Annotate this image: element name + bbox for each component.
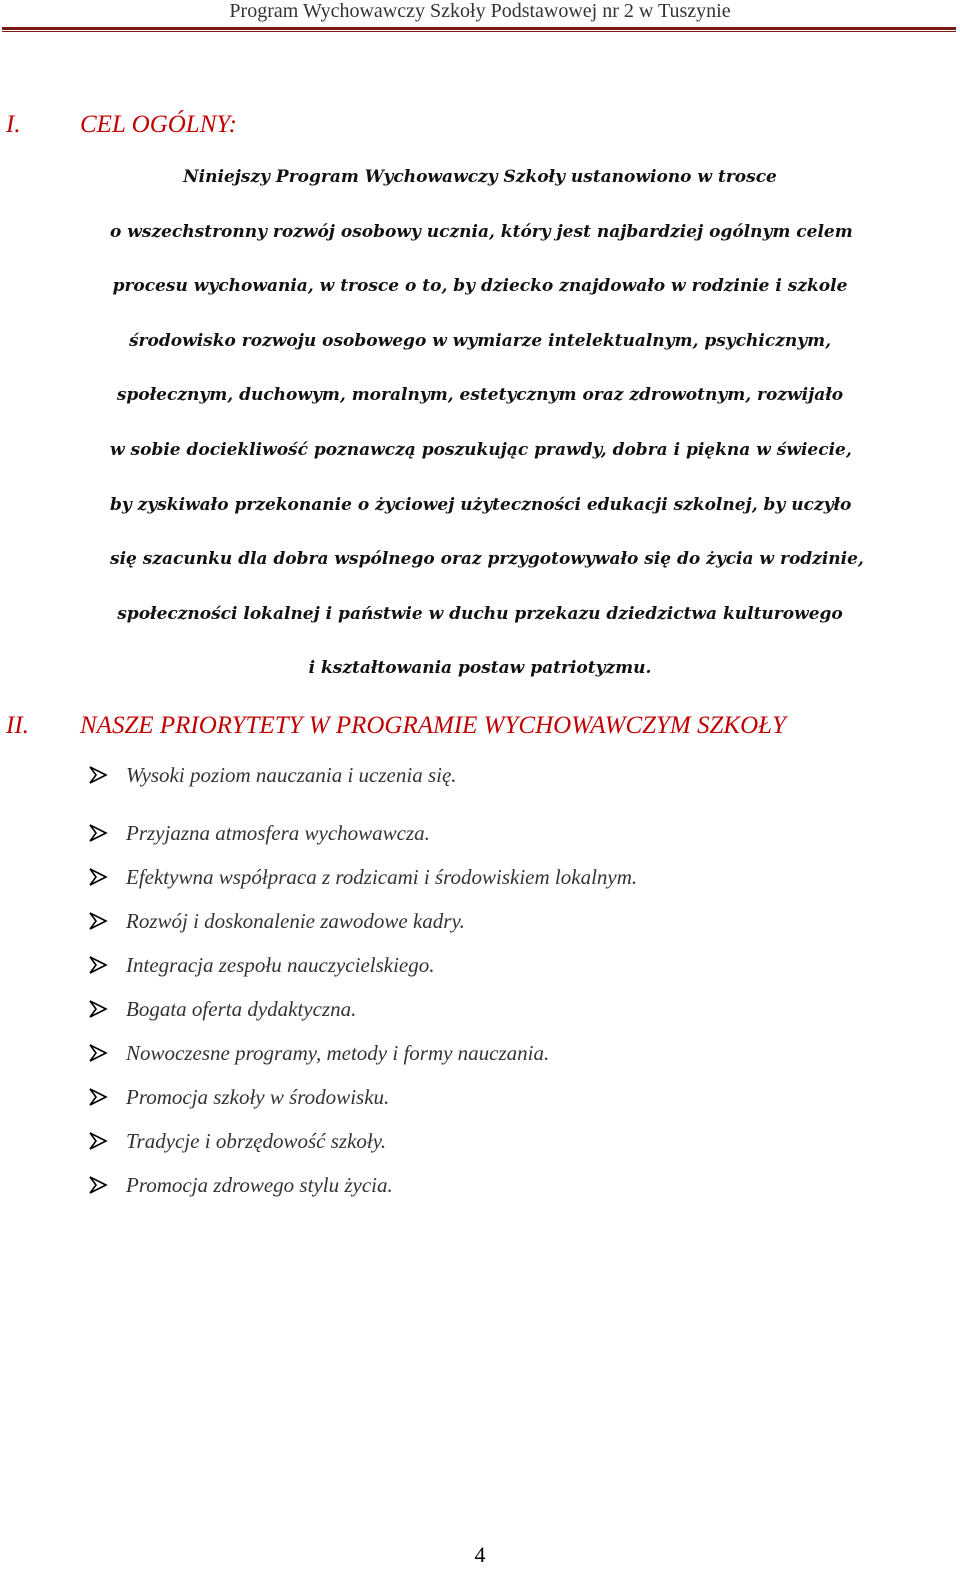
list-item [88,1170,393,1200]
paragraph-line: i kształtowania postaw patriotyzmu. [308,658,652,679]
list-item-text: Przyjazna atmosfera wychowawcza. [126,820,430,845]
paragraph-line: by zyskiwało przekonanie o życiowej użyteczności edukacji szkolnej, by uczyło [110,494,852,515]
list-item-text: Bogata oferta dydaktyczna. [126,996,357,1021]
paragraph-line: w sobie dociekliwość poznawczą poszukując prawdy, dobra i piękna w świecie, [110,439,852,460]
arrowhead-bullet-icon [88,955,108,975]
arrowhead-bullet-icon [88,1087,108,1107]
arrowhead-bullet-icon [88,867,108,887]
arrowhead-bullet-icon [88,823,108,843]
section1-paragraph [110,150,864,696]
arrowhead-bullet-icon [88,911,108,931]
list-item [88,818,430,848]
list-item [88,1038,549,1068]
paragraph-line: procesu wychowania, w trosce o to, by dziecko znajdowało w rodzinie i szkole [112,276,848,297]
list-item [88,1126,386,1156]
arrowhead-bullet-icon [88,1175,108,1195]
section2-number: II. [6,712,29,739]
list-item-text: Rozwój i doskonalenie zawodowe kadry. [126,908,465,933]
list-item [88,862,637,892]
section1-number: I. [6,111,21,138]
list-item [88,906,465,936]
list-item [88,994,356,1024]
paragraph-line: społecznym, duchowym, moralnym, estetycznym oraz zdrowotnym, rozwijało [116,385,844,406]
paragraph-line: Niniejszy Program Wychowawczy Szkoły ustanowiono w trosce [183,167,777,187]
list-item-text: Nowoczesne programy, metody i formy nauczania. [126,1040,550,1065]
section1-title: CEL OGÓLNY: [80,111,237,138]
list-item [88,1082,389,1112]
paragraph-line: się szacunku dla dobra wspólnego oraz przygotowywało się do życia w rodzinie, [110,549,864,570]
list-item [88,950,435,980]
arrowhead-bullet-icon [88,1131,108,1151]
page-number: 4 [474,1542,486,1567]
header-rule-thin [2,31,956,32]
page-header [0,0,960,26]
header-rule-thick [2,27,956,30]
list-item-text: Integracja zespołu nauczycielskiego. [126,952,435,977]
list-item-text: Promocja zdrowego stylu życia. [126,1172,393,1197]
paragraph-line: środowisko rozwoju osobowego w wymiarze intelektualnym, psychicznym, [128,330,832,351]
list-item-text: Promocja szkoły w środowisku. [126,1084,390,1109]
list-item-text: Efektywna współpraca z rodzicami i środowiskiem lokalnym. [126,864,638,889]
header-title: Program Wychowawczy Szkoły Podstawowej nr 2 w Tuszynie [229,0,731,22]
section2-title: NASZE PRIORYTETY W PROGRAMIE WYCHOWAWCZYM SZKOŁY [80,712,786,739]
arrowhead-bullet-icon [88,765,108,785]
arrowhead-bullet-icon [88,1043,108,1063]
arrowhead-bullet-icon [88,999,108,1019]
list-item-text: Tradycje i obrzędowość szkoły. [126,1128,387,1153]
paragraph-line: społeczności lokalnej i państwie w duchu przekazu dziedzictwa kulturowego [117,603,843,624]
paragraph-line: o wszechstronny rozwój osobowy ucznia, który jest najbardziej ogólnym celem [110,221,853,242]
list-item [88,760,457,790]
list-item-text: Wysoki poziom nauczania i uczenia się. [126,762,457,787]
